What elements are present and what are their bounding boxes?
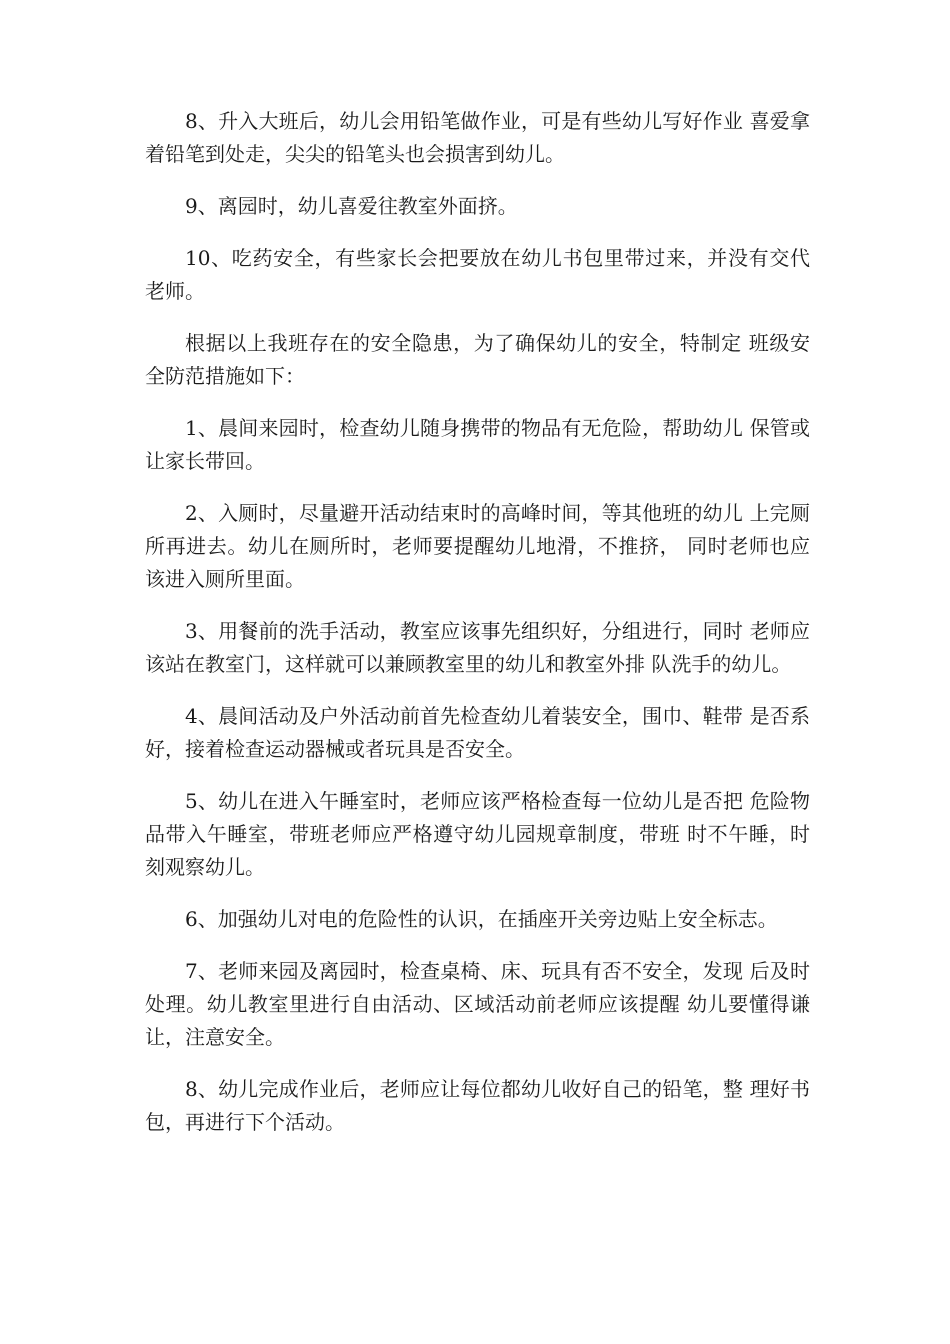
paragraph-measure-5: 5、幼儿在进入午睡室时，老师应该严格检查每一位幼儿是否把 危险物品带入午睡室，带班老师应严格遵守幼儿园规章制度，带班 时不午睡，时刻观察幼儿。 [145, 789, 810, 879]
paragraph-measure-8: 8、幼儿完成作业后，老师应让每位都幼儿收好自己的铅笔，整 理好书包，再进行下个活动。 [145, 1077, 810, 1134]
paragraph-item-10-medicine: 10、吃药安全，有些家长会把要放在幼儿书包里带过来，并没有交代老师。 [145, 246, 810, 303]
paragraph-measure-1: 1、晨间来园时，检查幼儿随身携带的物品有无危险，帮助幼儿 保管或让家长带回。 [145, 416, 810, 473]
paragraph-measure-2: 2、入厕时，尽量避开活动结束时的高峰时间，等其他班的幼儿 上完厕所再进去。幼儿在厕所时，老师要提醒幼儿地滑，不推挤， 同时老师也应该进入厕所里面。 [145, 501, 810, 591]
paragraph-measures-intro: 根据以上我班存在的安全隐患，为了确保幼儿的安全，特制定 班级安全防范措施如下： [145, 331, 810, 388]
paragraph-item-8-pencil: 8、升入大班后，幼儿会用铅笔做作业，可是有些幼儿写好作业 喜爱拿着铅笔到处走，尖尖的铅笔头也会损害到幼儿。 [145, 109, 810, 166]
paragraph-measure-6: 6、加强幼儿对电的危险性的认识，在插座开关旁边贴上安全标志。 [185, 907, 778, 931]
document-body [145, 105, 810, 1158]
paragraph-measure-7: 7、老师来园及离园时，检查桌椅、床、玩具有否不安全，发现 后及时处理。幼儿教室里进行自由活动、区域活动前老师应该提醒 幼儿要懂得谦让，注意安全。 [145, 959, 810, 1049]
paragraph-measure-3: 3、用餐前的洗手活动，教室应该事先组织好，分组进行，同时 老师应该站在教室门，这样就可以兼顾教室里的幼儿和教室外排 队洗手的幼儿。 [145, 619, 810, 676]
paragraph-measure-4: 4、晨间活动及户外活动前首先检查幼儿着装安全，围巾、鞋带 是否系好，接着检查运动器械或者玩具是否安全。 [145, 704, 810, 761]
paragraph-item-9-leaving: 9、离园时，幼儿喜爱往教室外面挤。 [185, 194, 518, 218]
